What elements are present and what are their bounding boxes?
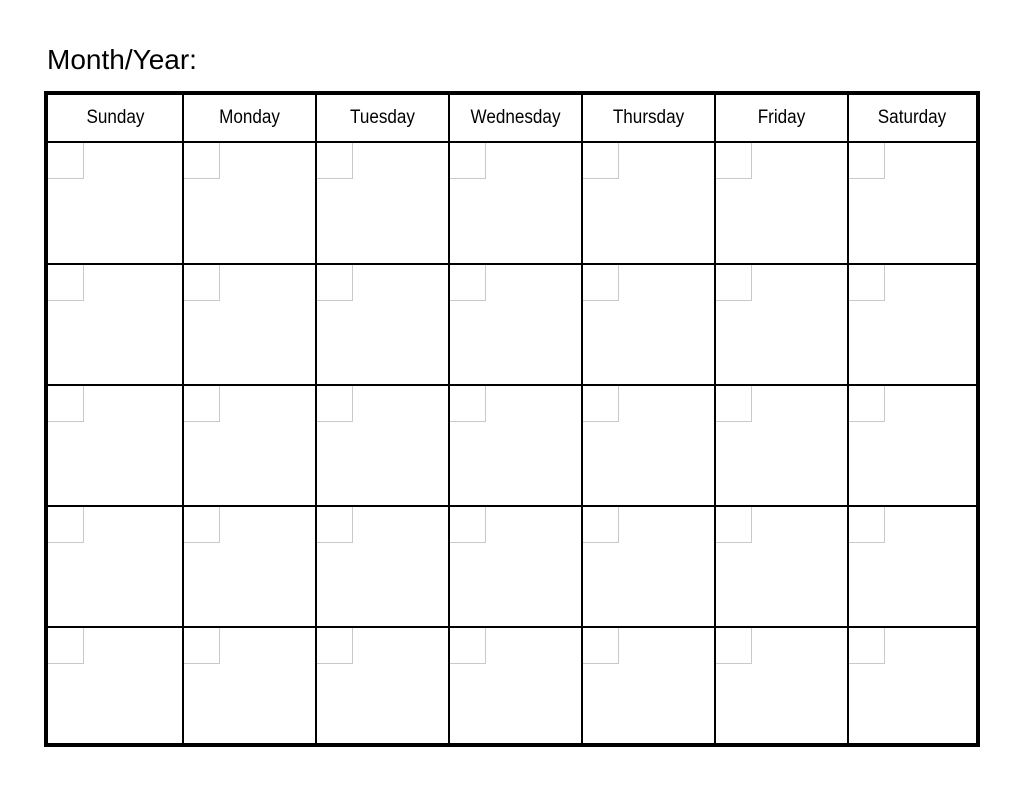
date-number-box xyxy=(849,386,885,422)
day-cell[interactable] xyxy=(716,507,848,627)
weekday-header-monday: Monday xyxy=(219,107,280,128)
day-cell[interactable] xyxy=(317,507,449,627)
date-number-box xyxy=(583,386,619,422)
day-cell[interactable] xyxy=(184,507,316,627)
date-number-box xyxy=(849,265,885,301)
day-cell[interactable] xyxy=(184,386,316,506)
date-number-box xyxy=(583,507,619,543)
day-cell[interactable] xyxy=(184,265,316,385)
weekday-header-saturday: Saturday xyxy=(877,107,947,128)
column-divider xyxy=(714,95,716,743)
weekday-header-friday: Friday xyxy=(757,107,806,128)
date-number-box xyxy=(184,265,220,301)
day-cell[interactable] xyxy=(317,386,449,506)
day-cell[interactable] xyxy=(48,507,182,627)
date-number-box xyxy=(48,386,84,422)
date-number-box xyxy=(583,628,619,664)
date-number-box xyxy=(184,386,220,422)
day-cell[interactable] xyxy=(48,386,182,506)
date-number-box xyxy=(716,507,752,543)
day-cell[interactable] xyxy=(48,628,182,748)
calendar-weeks xyxy=(48,143,976,743)
day-cell[interactable] xyxy=(450,265,582,385)
day-cell[interactable] xyxy=(849,386,976,506)
day-cell[interactable] xyxy=(583,628,715,748)
date-number-box xyxy=(317,143,353,179)
date-number-box xyxy=(184,628,220,664)
date-number-box xyxy=(450,143,486,179)
day-cell[interactable] xyxy=(716,628,848,748)
date-number-box xyxy=(317,265,353,301)
date-number-box xyxy=(450,265,486,301)
week-divider xyxy=(48,384,976,386)
day-cell[interactable] xyxy=(450,143,582,263)
column-divider xyxy=(182,95,184,743)
column-divider xyxy=(581,95,583,743)
date-number-box xyxy=(48,265,84,301)
date-number-box xyxy=(48,628,84,664)
date-number-box xyxy=(48,143,84,179)
column-divider xyxy=(847,95,849,743)
date-number-box xyxy=(317,507,353,543)
date-number-box xyxy=(583,143,619,179)
month-year-label: Month/Year: xyxy=(47,44,197,75)
day-cell[interactable] xyxy=(849,628,976,748)
date-number-box xyxy=(317,628,353,664)
date-number-box xyxy=(716,386,752,422)
date-number-box xyxy=(450,507,486,543)
day-cell[interactable] xyxy=(48,265,182,385)
column-divider xyxy=(315,95,317,743)
date-number-box xyxy=(450,386,486,422)
day-cell[interactable] xyxy=(583,507,715,627)
weekday-header-row xyxy=(48,95,976,143)
weekday-header-sunday: Sunday xyxy=(86,107,145,128)
day-cell[interactable] xyxy=(317,265,449,385)
date-number-box xyxy=(184,143,220,179)
day-cell[interactable] xyxy=(184,143,316,263)
day-cell[interactable] xyxy=(583,386,715,506)
weekday-header-wednesday: Wednesday xyxy=(470,107,561,128)
day-cell[interactable] xyxy=(583,265,715,385)
date-number-box xyxy=(583,265,619,301)
date-number-box xyxy=(849,143,885,179)
day-cell[interactable] xyxy=(450,507,582,627)
weekday-header-thursday: Thursday xyxy=(612,107,685,128)
day-cell[interactable] xyxy=(716,143,848,263)
week-divider xyxy=(48,505,976,507)
day-cell[interactable] xyxy=(716,386,848,506)
date-number-box xyxy=(48,507,84,543)
date-number-box xyxy=(716,265,752,301)
day-cell[interactable] xyxy=(716,265,848,385)
date-number-box xyxy=(450,628,486,664)
day-cell[interactable] xyxy=(849,265,976,385)
day-cell[interactable] xyxy=(849,143,976,263)
day-cell[interactable] xyxy=(849,507,976,627)
calendar-grid xyxy=(44,91,980,747)
date-number-box xyxy=(716,143,752,179)
day-cell[interactable] xyxy=(450,386,582,506)
week-divider xyxy=(48,263,976,265)
date-number-box xyxy=(849,507,885,543)
date-number-box xyxy=(849,628,885,664)
weekday-header-tuesday: Tuesday xyxy=(350,107,415,128)
day-cell[interactable] xyxy=(48,143,182,263)
day-cell[interactable] xyxy=(317,628,449,748)
day-cell[interactable] xyxy=(317,143,449,263)
column-divider xyxy=(448,95,450,743)
date-number-box xyxy=(184,507,220,543)
day-cell[interactable] xyxy=(583,143,715,263)
date-number-box xyxy=(317,386,353,422)
week-divider xyxy=(48,626,976,628)
day-cell[interactable] xyxy=(184,628,316,748)
day-cell[interactable] xyxy=(450,628,582,748)
date-number-box xyxy=(716,628,752,664)
